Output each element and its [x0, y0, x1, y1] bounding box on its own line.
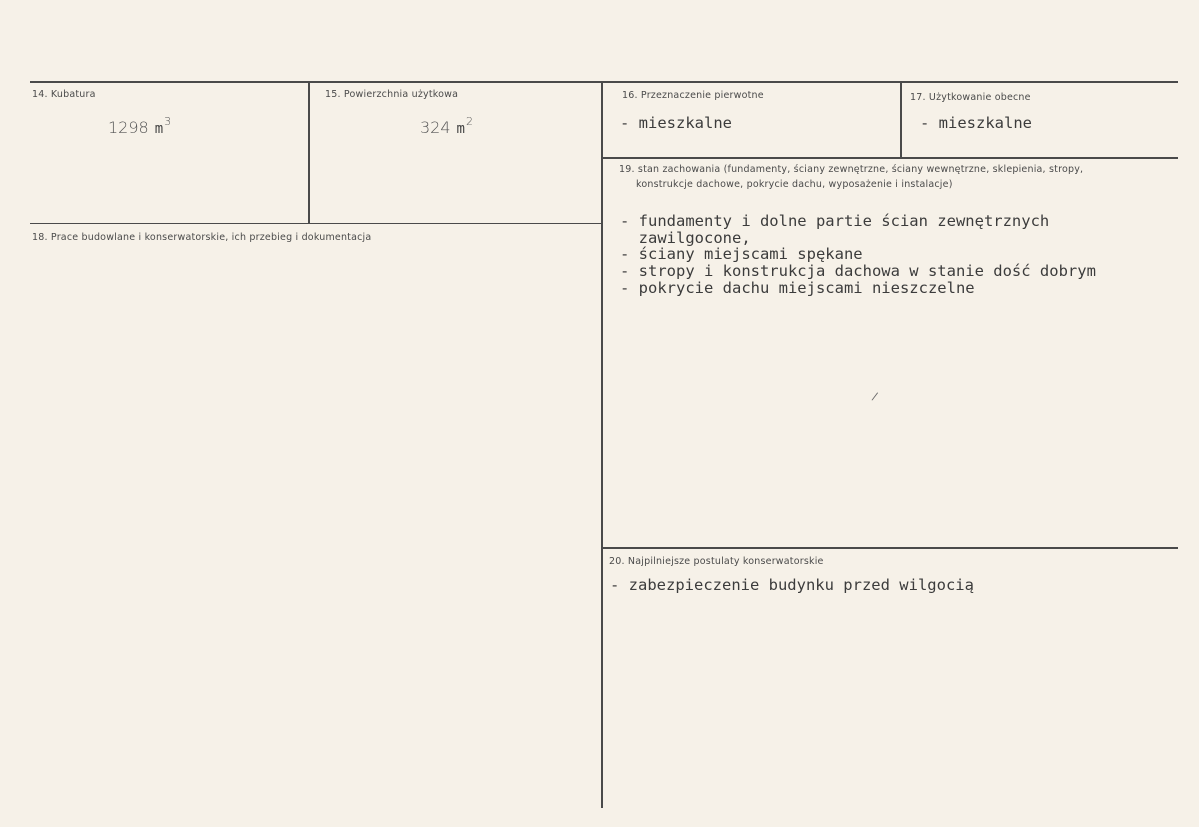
prace-budowlane-label: 18. Prace budowlane i konserwatorskie, ich przebieg i dokumentacja	[32, 232, 372, 243]
divider-16-17	[900, 82, 902, 158]
uzytkowanie-label: 17. Użytkowanie obecne	[910, 92, 1031, 103]
top-rule	[30, 81, 1178, 83]
powierzchnia-exponent: 2	[465, 115, 473, 128]
stan-zachowania-line-2: zawilgocone,	[620, 229, 751, 247]
stan-zachowania-label-2: konstrukcje dachowe, pokrycie dachu, wyposażenie i instalacje)	[636, 179, 953, 190]
stan-zachowania-line-3: - ściany miejscami spękane	[620, 245, 863, 263]
stan-zachowania-line-1: - fundamenty i dolne partie ścian zewnętrznych	[620, 212, 1050, 230]
rule-below-14-15	[30, 223, 601, 224]
divider-main	[601, 82, 603, 808]
stan-zachowania-line-5: - pokrycie dachu miejscami nieszczelne	[620, 279, 975, 297]
stan-zachowania-line-4: - stropy i konstrukcja dachowa w stanie dość dobrym	[620, 262, 1096, 280]
rule-below-16-17	[603, 157, 1178, 159]
powierzchnia-unit: m	[456, 121, 465, 137]
przeznaczenie-label: 16. Przeznaczenie pierwotne	[622, 90, 764, 101]
kubatura-number: 1298	[108, 118, 149, 137]
kubatura-exponent: 3	[164, 115, 172, 128]
powierzchnia-label: 15. Powierzchnia użytkowa	[325, 89, 459, 100]
powierzchnia-number: 324	[420, 118, 451, 137]
kubatura-value	[108, 115, 172, 137]
powierzchnia-value	[420, 115, 473, 137]
stan-zachowania-label-1: 19. stan zachowania (fundamenty, ściany zewnętrzne, ściany wewnętrzne, sklepienia, stropy,	[619, 164, 1084, 175]
postulaty-value: - zabezpieczenie budynku przed wilgocią	[610, 576, 974, 594]
przeznaczenie-value: - mieszkalne	[620, 114, 732, 132]
uzytkowanie-value: - mieszkalne	[920, 114, 1032, 132]
rule-above-20	[603, 547, 1178, 549]
kubatura-label: 14. Kubatura	[32, 89, 96, 100]
postulaty-label: 20. Najpilniejsze postulaty konserwatorskie	[609, 556, 824, 567]
kubatura-unit: m	[154, 121, 164, 137]
stray-mark: /	[870, 389, 879, 404]
divider-14-15	[308, 82, 310, 223]
